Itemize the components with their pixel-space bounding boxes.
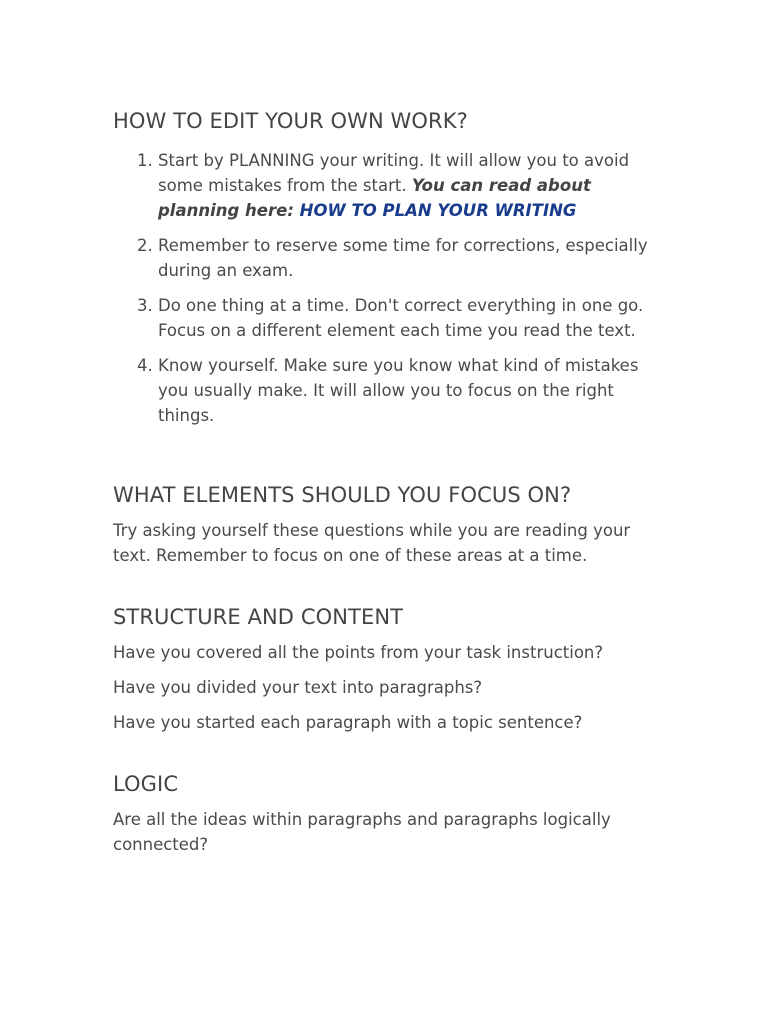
list-item-text: Know yourself. Make sure you know what kind of mistakes you usually make. It will allow you to focus on the right things. [158,356,639,425]
list-item [158,148,658,223]
emphasized-text: You can read about planning here: [158,176,591,220]
section-how-to-edit [113,106,658,428]
section-logic [113,769,658,857]
list-item-text: Do one thing at a time. Don't correct everything in one go. Focus on a different element each time you read the text. [158,296,644,340]
section-focus-elements [113,480,658,568]
list-item-text: Remember to reserve some time for corrections, especially during an exam. [158,236,648,280]
question-text: Have you covered all the points from your task instruction? [113,643,604,662]
section-heading: WHAT ELEMENTS SHOULD YOU FOCUS ON? [113,483,572,507]
question-text: Have you started each paragraph with a topic sentence? [113,713,583,732]
section-heading: STRUCTURE AND CONTENT [113,605,404,629]
question-text: Have you divided your text into paragraphs? [113,678,483,697]
document-content [113,106,658,857]
plan-writing-link[interactable]: HOW TO PLAN YOUR WRITING [299,201,577,220]
section-structure-content [113,602,658,735]
section-paragraph: Try asking yourself these questions while you are reading your text. Remember to focus on one of these areas at a time. [113,521,631,565]
list-item [158,293,658,343]
section-paragraph: Are all the ideas within paragraphs and paragraphs logically connected? [113,810,611,854]
editing-steps-list [113,148,658,428]
list-item-text: Start by PLANNING your writing. It will allow you to avoid some mistakes from the start. [158,151,630,195]
list-item [158,233,658,283]
section-heading: HOW TO EDIT YOUR OWN WORK? [113,109,468,133]
list-item [158,353,658,428]
section-heading: LOGIC [113,772,179,796]
